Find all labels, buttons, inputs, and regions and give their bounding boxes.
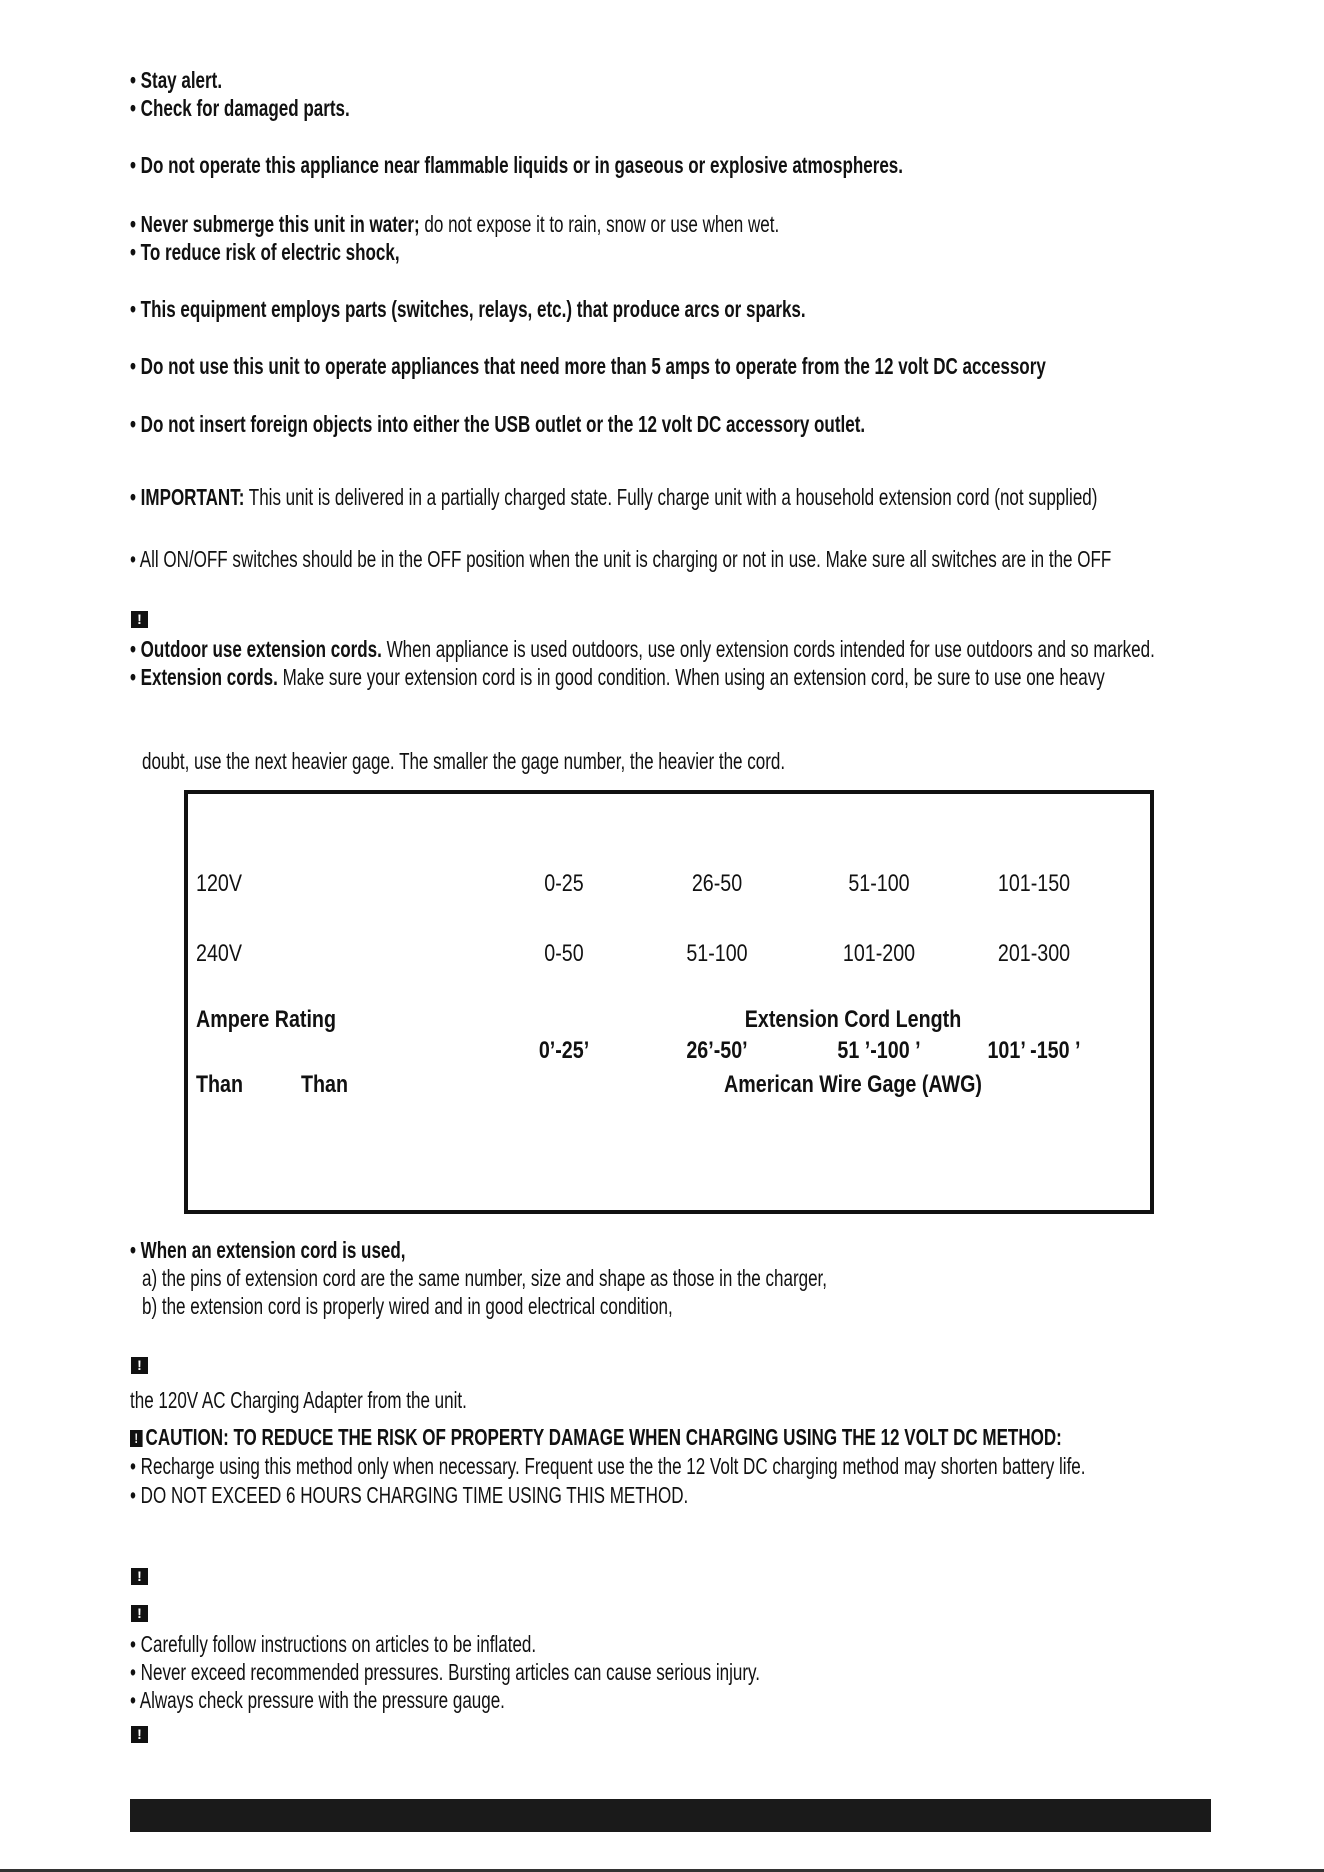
bullet-extension-cords-lead: • Extension cords. [130, 664, 278, 690]
item-a-pins: a) the pins of extension cord are the same number, size and shape as those in the charger, [142, 1265, 827, 1291]
than-label-2: Than [301, 1071, 349, 1098]
bullet-extension-cords [130, 663, 1105, 691]
table-240v-col2: 51-100 [686, 940, 748, 967]
bullet-extension-cords-body: Make sure your extension cord is in good condition. When using an extension cord, be sure to use one heavy [277, 664, 1105, 690]
bullet-stay-alert: • Stay alert. [130, 67, 223, 93]
warning-icon: ! [131, 611, 148, 628]
bullet-check-pressure: • Always check pressure with the pressure gauge. [130, 1687, 505, 1713]
than-label-1: Than [196, 1071, 244, 1098]
ampere-rating-heading: Ampere Rating [196, 1006, 336, 1033]
bullet-flammable-warning: • Do not operate this appliance near flammable liquids or in gaseous or explosive atmospheres. [130, 152, 904, 178]
bullet-outdoor-cords-body: When appliance is used outdoors, use only extension cords intended for use outdoors and so marked. [381, 636, 1155, 662]
table-120v-col4: 101-150 [997, 870, 1071, 897]
bullet-outdoor-cords [130, 635, 1155, 663]
table-120v-col2: 26-50 [691, 870, 743, 897]
warning-icon: ! [130, 1430, 143, 1447]
warning-icon: ! [131, 1605, 148, 1622]
warning-icon: ! [131, 1726, 148, 1743]
length-col1: 0’-25’ [538, 1037, 590, 1064]
extension-cord-table [184, 790, 1154, 1214]
bullet-important-body: This unit is delivered in a partially charged state. Fully charge unit with a household extension cord (not supplied) [244, 484, 1098, 510]
bullet-foreign-objects: • Do not insert foreign objects into either the USB outlet or the 12 volt DC accessory outlet. [130, 411, 866, 437]
warning-icon: ! [131, 1568, 148, 1585]
length-col3: 51 ’-100 ’ [837, 1037, 921, 1064]
bullet-electric-shock: • To reduce risk of electric shock, [130, 239, 400, 265]
bullet-check-damaged-parts: • Check for damaged parts. [130, 95, 350, 121]
bullet-never-submerge-lead: • Never submerge this unit in water; [130, 211, 420, 237]
bullet-switches-off: • All ON/OFF switches should be in the OFF position when the unit is charging or not in use. Make sure all switches are in the OFF [130, 546, 1112, 572]
bullet-never-submerge-body: do not expose it to rain, snow or use when wet. [419, 211, 780, 237]
length-col2: 26’-50’ [686, 1037, 748, 1064]
bullet-never-exceed: • Never exceed recommended pressures. Bursting articles can cause serious injury. [130, 1659, 760, 1685]
bullet-never-submerge [130, 210, 779, 238]
cord-length-heading: Extension Cord Length [744, 1006, 962, 1033]
footer-bar [130, 1799, 1211, 1832]
bullet-recharge: • Recharge using this method only when necessary. Frequent use the the 12 Volt DC charging method may shorten battery life. [130, 1453, 1086, 1479]
table-120v-col1: 0-25 [544, 870, 584, 897]
caution-heading [130, 1423, 1062, 1451]
bullet-important [130, 483, 1097, 511]
bullet-five-amps: • Do not use this unit to operate appliances that need more than 5 amps to operate from the 12 volt DC accessory [130, 353, 1046, 379]
table-240v-col1: 0-50 [544, 940, 584, 967]
table-240v-col4: 201-300 [997, 940, 1071, 967]
awg-heading: American Wire Gage (AWG) [724, 1071, 982, 1098]
bullet-arcs-sparks: • This equipment employs parts (switches, relays, etc.) that produce arcs or sparks. [130, 296, 806, 322]
charging-adapter-line: the 120V AC Charging Adapter from the unit. [130, 1387, 467, 1413]
caution-heading-text: CAUTION: TO REDUCE THE RISK OF PROPERTY DAMAGE WHEN CHARGING USING THE 12 VOLT DC METHOD: [145, 1424, 1062, 1450]
item-b-wired: b) the extension cord is properly wired and in good electrical condition, [142, 1293, 673, 1319]
gage-advice: doubt, use the next heavier gage. The smaller the gage number, the heavier the cord. [142, 748, 786, 774]
table-240v-label: 240V [196, 940, 242, 967]
bullet-when-cord-used: • When an extension cord is used, [130, 1237, 406, 1263]
table-120v-col3: 51-100 [848, 870, 910, 897]
bullet-outdoor-cords-lead: • Outdoor use extension cords. [130, 636, 382, 662]
bullet-six-hours: • DO NOT EXCEED 6 HOURS CHARGING TIME USING THIS METHOD. [130, 1482, 689, 1508]
table-240v-col3: 101-200 [842, 940, 916, 967]
warning-icon: ! [131, 1357, 148, 1374]
bullet-follow-instructions: • Carefully follow instructions on articles to be inflated. [130, 1631, 537, 1657]
table-120v-label: 120V [196, 870, 242, 897]
bullet-important-lead: • IMPORTANT: [130, 484, 245, 510]
length-col4: 101’ -150 ’ [987, 1037, 1081, 1064]
